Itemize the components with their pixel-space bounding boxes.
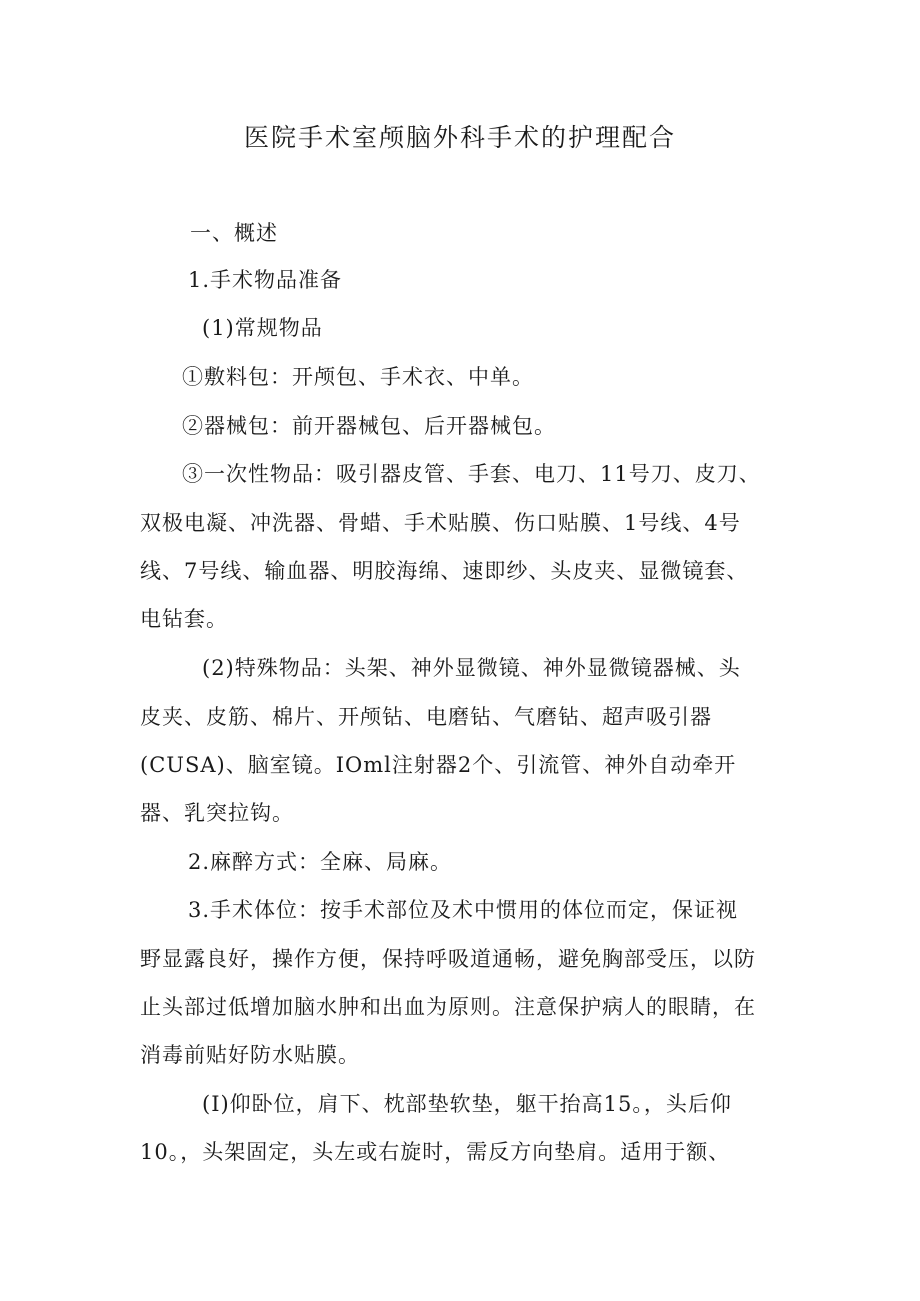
- document-title: 医院手术室颅脑外科手术的护理配合: [243, 123, 676, 152]
- paragraph-line: ②器械包：前开器械包、后开器械包。: [182, 414, 556, 438]
- paragraph-line: 皮夹、皮筋、棉片、开颅钻、电磨钻、气磨钻、超声吸引器: [140, 705, 712, 729]
- paragraph-line: ③一次性物品：吸引器皮管、手套、电刀、11号刀、皮刀、: [182, 462, 761, 486]
- paragraph-line: 器、乳突拉钩。: [140, 801, 294, 825]
- paragraph-line: 电钻套。: [140, 607, 228, 631]
- paragraph-line: (2)特殊物品：头架、神外显微镜、神外显微镜器械、头: [202, 656, 741, 680]
- section-heading-overview: 一、概述: [190, 221, 278, 245]
- paragraph-line: (I)仰卧位，肩下、枕部垫软垫，躯干抬高15。，头后仰: [202, 1092, 732, 1116]
- paragraph-line: 止头部过低增加脑水肿和出血为原则。注意保护病人的眼睛，在: [140, 995, 756, 1019]
- paragraph-line: 野显露良好，操作方便，保持呼吸道通畅，避免胸部受压，以防: [140, 947, 756, 971]
- item-heading-routine: (1)常规物品: [202, 316, 323, 340]
- paragraph-line: ①敷料包：开颅包、手术衣、中单。: [182, 365, 534, 389]
- paragraph-line: (CUSA)、脑室镜。IOml注射器2个、引流管、神外自动牵开: [140, 753, 737, 777]
- paragraph-line: 3.手术体位：按手术部位及术中惯用的体位而定，保证视: [188, 898, 739, 922]
- subsection-heading-supplies: 1.手术物品准备: [188, 268, 343, 292]
- paragraph-line: 双极电凝、冲洗器、骨蜡、手术贴膜、伤口贴膜、1号线、4号: [140, 511, 741, 535]
- paragraph-line: 10。，头架固定，头左或右旋时，需反方向垫肩。适用于额、: [140, 1140, 731, 1164]
- paragraph-line: 线、7号线、输血器、明胶海绵、速即纱、头皮夹、显微镜套、: [140, 559, 749, 583]
- paragraph-line: 2.麻醉方式：全麻、局麻。: [188, 850, 453, 874]
- paragraph-line: 消毒前贴好防水贴膜。: [140, 1043, 360, 1067]
